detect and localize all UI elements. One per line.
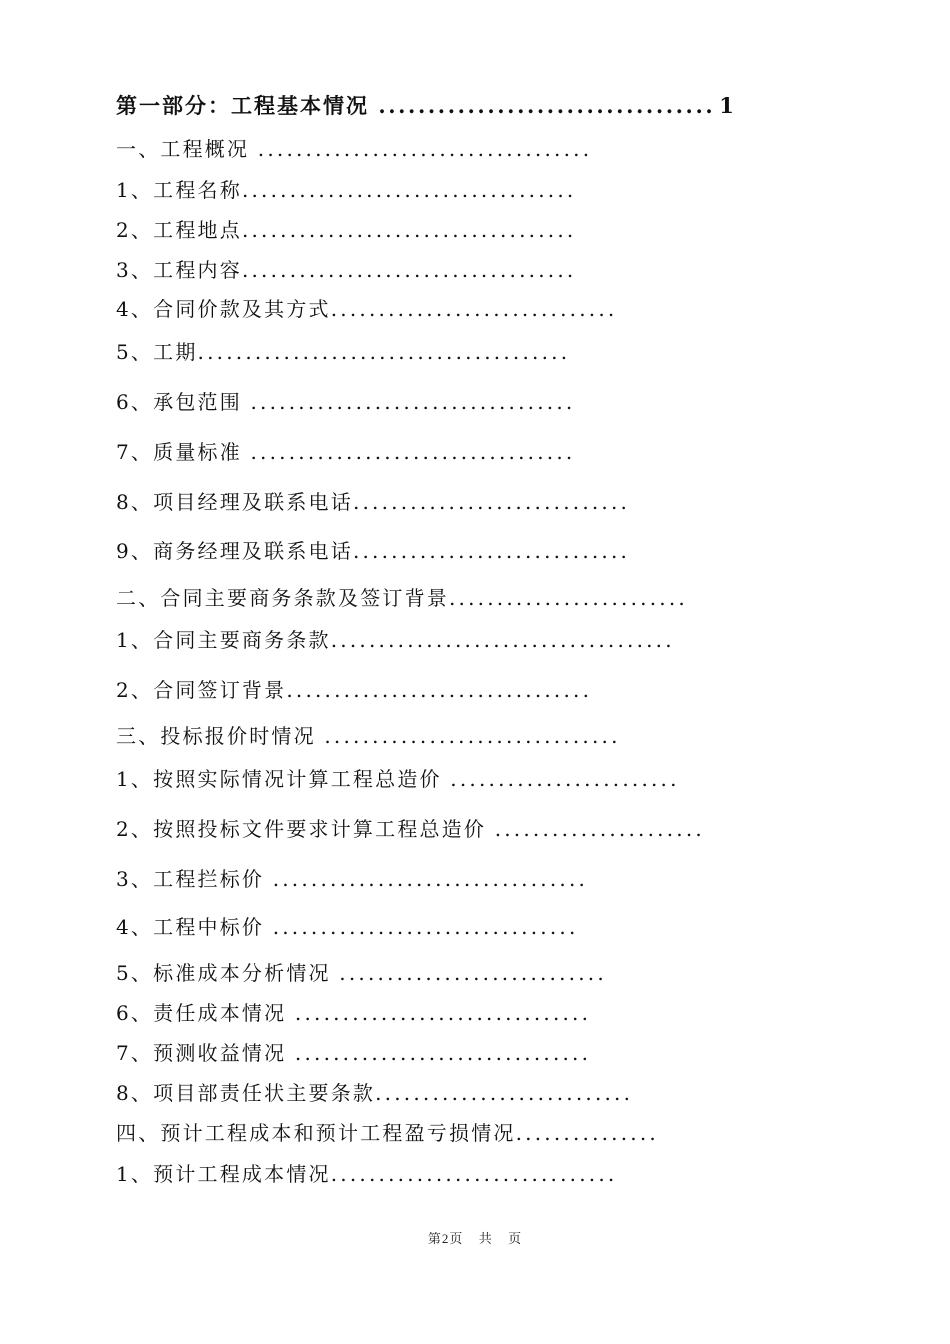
toc-title: 2、合同签订背景	[116, 678, 287, 702]
toc-leader: .......................................	[197, 340, 571, 364]
toc-entry-section[interactable]	[116, 1121, 659, 1145]
toc-title: 6、承包范围	[116, 390, 251, 414]
toc-leader: ..................................	[378, 93, 716, 118]
toc-title: 4、合同价款及其方式	[116, 297, 331, 321]
toc-page-number: 1	[719, 93, 736, 118]
toc-title: 1、合同主要商务条款	[116, 628, 331, 652]
toc-entry-item[interactable]	[116, 628, 675, 652]
toc-title: 1、按照实际情况计算工程总造价	[116, 767, 451, 791]
toc-leader: ................................	[272, 915, 579, 939]
toc-entry-section[interactable]	[116, 586, 688, 610]
toc-leader: ...............................	[294, 1001, 592, 1025]
toc-leader: ............................	[339, 961, 607, 985]
toc-leader: ......................	[494, 817, 705, 841]
toc-leader: ...............................	[324, 724, 621, 748]
toc-leader: .............................	[352, 539, 631, 563]
toc-title: 1、工程名称	[116, 178, 242, 202]
toc-entry-section[interactable]	[116, 137, 592, 161]
toc-leader: ....................................	[330, 628, 675, 652]
toc-title: 3、工程拦标价	[116, 867, 273, 891]
toc-entry-item[interactable]	[116, 297, 617, 321]
toc-title: 2、工程地点	[116, 218, 242, 242]
toc-entry-item[interactable]	[116, 390, 575, 414]
toc-title: 5、标准成本分析情况	[116, 961, 340, 985]
toc-entry-item[interactable]	[116, 490, 630, 514]
toc-title: 8、项目经理及联系电话	[116, 490, 353, 514]
toc-entry-part-1[interactable]	[116, 94, 736, 118]
toc-leader: ...................................	[241, 218, 577, 242]
toc-entry-item[interactable]	[116, 678, 592, 702]
toc-leader: ...................................	[241, 258, 577, 282]
toc-title: 1、预计工程成本情况	[116, 1162, 331, 1186]
toc-entry-section[interactable]	[116, 724, 621, 748]
toc-title: 9、商务经理及联系电话	[116, 539, 353, 563]
toc-entry-item[interactable]	[116, 539, 630, 563]
toc-title: 5、工期	[116, 340, 198, 364]
footer-page-total: 页 共 页	[449, 1232, 523, 1247]
toc-title: 二、合同主要商务条款及签订背景	[116, 586, 449, 610]
toc-entry-item[interactable]	[116, 1041, 591, 1065]
toc-leader: ...........................	[375, 1081, 634, 1105]
toc-entry-item[interactable]	[116, 867, 588, 891]
footer-prefix: 第	[427, 1232, 442, 1247]
toc-title: 第一部分：工程基本情况	[116, 93, 379, 118]
toc-title: 三、投标报价时情况	[116, 724, 325, 748]
toc-entry-item[interactable]	[116, 1081, 633, 1105]
page-footer	[0, 1228, 950, 1247]
toc-title: 3、工程内容	[116, 258, 242, 282]
toc-entry-item[interactable]	[116, 258, 576, 282]
toc-entry-item[interactable]	[116, 767, 680, 791]
toc-entry-item[interactable]	[116, 817, 705, 841]
toc-leader: ..............................	[330, 297, 618, 321]
toc-entry-item[interactable]	[116, 1001, 591, 1025]
toc-leader: ..............................	[330, 1162, 618, 1186]
toc-entry-item[interactable]	[116, 440, 575, 464]
toc-leader: ........................	[450, 767, 680, 791]
toc-leader: ...............	[515, 1121, 659, 1145]
toc-title: 4、工程中标价	[116, 915, 273, 939]
toc-title: 8、项目部责任状主要条款	[116, 1081, 376, 1105]
toc-title: 6、责任成本情况	[116, 1001, 295, 1025]
toc-title: 7、质量标准	[116, 440, 251, 464]
toc-entry-item[interactable]	[116, 218, 576, 242]
toc-title: 一、工程概况	[116, 137, 258, 161]
toc-title: 2、按照投标文件要求计算工程总造价	[116, 817, 495, 841]
toc-leader: .............................	[352, 490, 631, 514]
toc-leader: ...................................	[241, 178, 577, 202]
toc-leader: ...............................	[294, 1041, 592, 1065]
toc-leader: ..................................	[250, 390, 576, 414]
toc-title: 7、预测收益情况	[116, 1041, 295, 1065]
footer-page-number: 2	[441, 1231, 450, 1246]
toc-leader: ..................................	[250, 440, 576, 464]
toc-leader: ................................	[286, 678, 593, 702]
toc-title: 四、预计工程成本和预计工程盈亏损情况	[116, 1121, 516, 1145]
toc-entry-item[interactable]	[116, 915, 579, 939]
toc-entry-item[interactable]	[116, 178, 576, 202]
toc-entry-item[interactable]	[116, 961, 607, 985]
toc-leader: ...................................	[257, 137, 593, 161]
toc-entry-item[interactable]	[116, 340, 570, 364]
toc-entry-item[interactable]	[116, 1162, 617, 1186]
toc-leader: .........................	[449, 586, 688, 610]
toc-leader: .................................	[272, 867, 589, 891]
